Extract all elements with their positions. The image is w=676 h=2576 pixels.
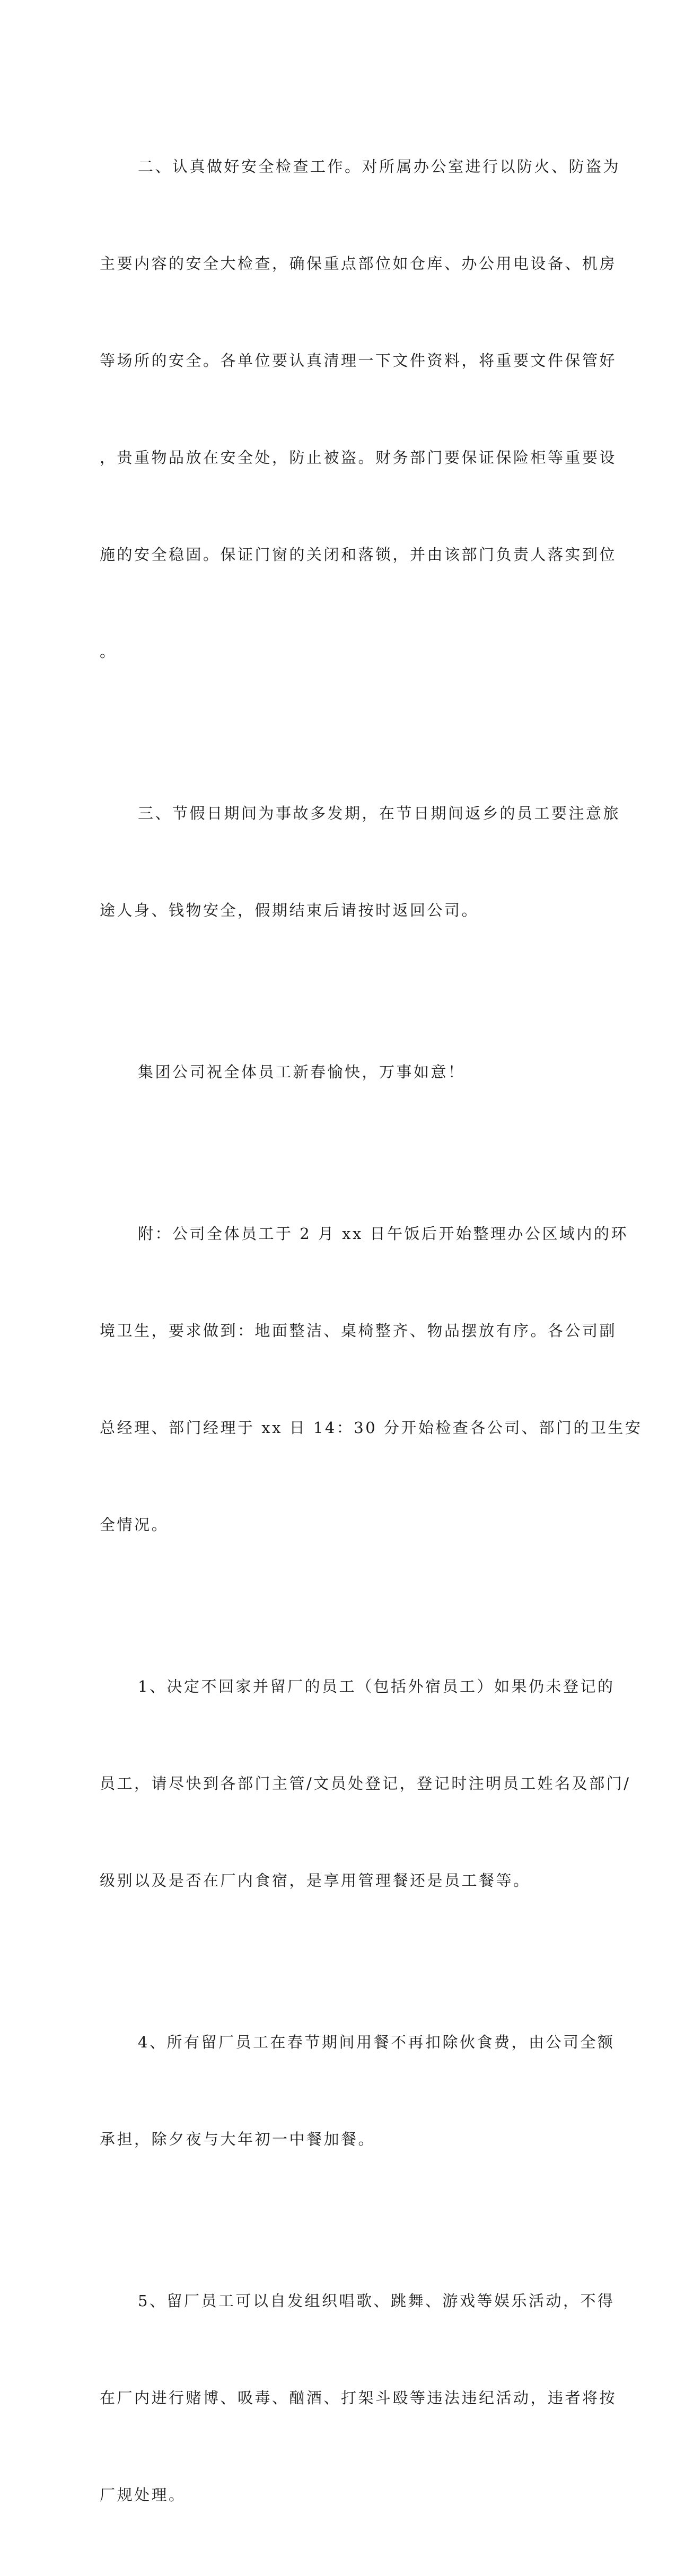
text-line: 1、决定不回家并留厂的员工（包括外宿员工）如果仍未登记的: [138, 1677, 615, 1695]
text-line: 二、认真做好安全检查工作。对所属办公室进行以防火、防盗为: [138, 157, 621, 175]
text-line: 承担，除夕夜与大年初一中餐加餐。: [100, 2130, 376, 2148]
paragraph-item-5: [100, 2220, 617, 2576]
text-line: 在厂内进行赌博、吸毒、酗酒、打架斗殴等违法违纪活动，违者将按: [100, 2389, 617, 2407]
paragraph-safety-inspection: [100, 86, 621, 733]
text-line: 主要内容的安全大检查，确保重点部位如仓库、办公用电设备、机房: [100, 254, 617, 272]
text-line: 等场所的安全。各单位要认真清理一下文件资料，将重要文件保管好: [100, 351, 617, 370]
text-line: 级别以及是否在厂内食宿，是享用管理餐还是员工餐等。: [100, 1871, 531, 1889]
text-line: 施的安全稳固。保证门窗的关闭和落锁，并由该部门负责人落实到位: [100, 546, 617, 564]
text-line: 员工，请尽快到各部门主管/文员处登记，登记时注明员工姓名及部门/: [100, 1774, 631, 1792]
text-line: 途人身、钱物安全，假期结束后请按时返回公司。: [100, 901, 479, 919]
text-line: 集团公司祝全体员工新春愉快，万事如意！: [138, 1063, 466, 1081]
text-line: 总经理、部门经理于 xx 日 14：30 分开始检查各公司、部门的卫生安: [100, 1419, 643, 1437]
paragraph-greeting: [100, 991, 566, 1153]
paragraph-appendix: [100, 1153, 643, 1606]
text-line: 厂规处理。: [100, 2486, 186, 2504]
document-body: [100, 86, 643, 2576]
text-line: 4、所有留厂员工在春节期间用餐不再扣除伙食费，由公司全额: [138, 2033, 615, 2051]
text-line: 境卫生，要求做到：地面整洁、桌椅整齐、物品摆放有序。各公司副: [100, 1322, 617, 1340]
text-line: ，贵重物品放在安全处，防止被盗。财务部门要保证保险柜等重要设: [100, 449, 617, 467]
text-line: 。: [100, 643, 117, 661]
text-line: 附：公司全体员工于 2 月 xx 日午饭后开始整理办公区域内的环: [138, 1225, 629, 1243]
text-line: 全情况。: [100, 1516, 169, 1534]
text-line: 三、节假日期间为事故多发期，在节日期间返乡的员工要注意旅: [138, 804, 621, 822]
text-line: 5、留厂员工可以自发组织唱歌、跳舞、游戏等娱乐活动，不得: [138, 2292, 615, 2310]
paragraph-item-4: [100, 1962, 615, 2220]
paragraph-item-1: [100, 1606, 631, 1962]
paragraph-holiday-travel: [100, 733, 621, 991]
